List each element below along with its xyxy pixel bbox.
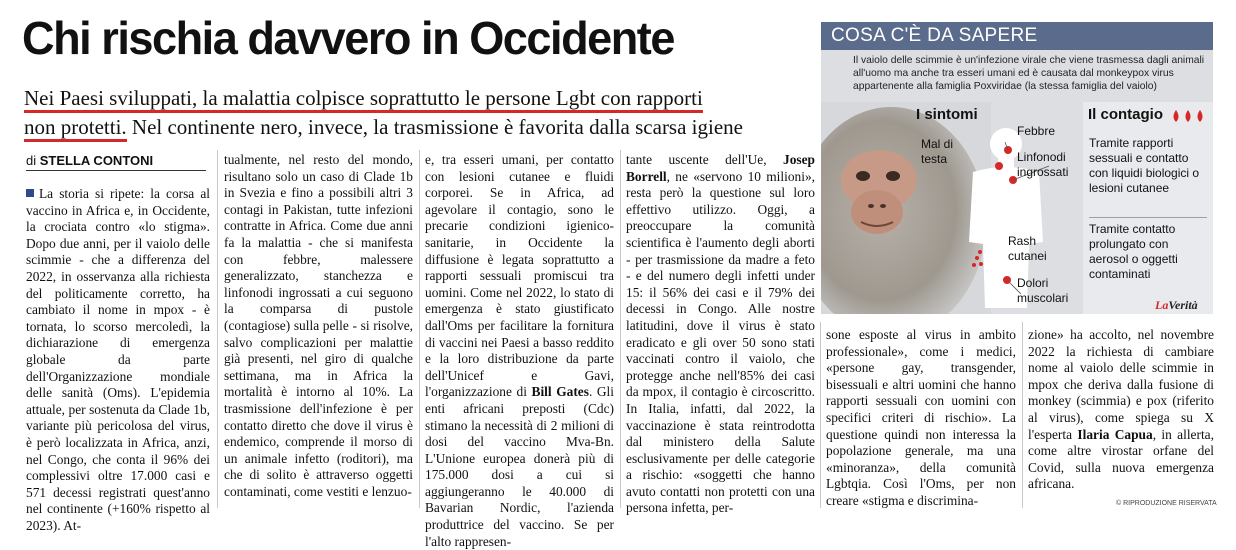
headline: Chi rischia davvero in Occidente <box>22 12 674 64</box>
article-column-6 <box>1028 327 1214 493</box>
column-divider <box>1022 322 1023 508</box>
column-2-text: tualmente, nel resto del mondo, risultano solo un caso di Clade 1b in Svezia e fino a possibili altri 3 contagi in Pakistan, tutte infezioni contratte in Africa. Come due anni fa la malattia - che si manifesta con febbre, malessere generalizzato, stanchezza e linfonodi ingrossati a cui seguono la comparsa di pustole (contagiose) sulla pelle - si risolve, salvo complicazioni per malattie già presenti, nel giro di qualche settimana, ma in Africa la mortalità è intorno al 10%. La trasmissione dell'infezione è per contatto diretto che dove il virus è endemico, comprende il morso di un animale infetto (roditori), ma che di solito è attraverso oggetti contaminati, come vestiti e lenzuo- <box>224 152 413 499</box>
column-4-bold: Josep Borrell <box>626 152 815 184</box>
article-column-5 <box>826 327 1016 510</box>
column-3-text-a: e, tra esseri umani, per contatto con lesioni cutanee e fluidi corporei. Se in Africa, ad agevolare il contagio, sono le precarie condizioni igienico-sanitarie, in Occidente la diffusione è legata soprattutto a rapporti sessuali promiscui tra uomini. Come nel 2022, lo stato di emergenza è stato giustificato dall'Oms per facilitare la fornitura di vaccini nei Paesi a basso reddito e la loro distribuzione da parte dell'Unicef e Gavi, l'organizzazione di <box>425 152 614 400</box>
article-column-1 <box>26 186 210 534</box>
contagio-1: Tramite rapporti sessuali e contatto con liquidi biologici o lesioni cutanee <box>1089 136 1200 195</box>
byline-rule <box>26 170 206 171</box>
column-3-bold: Bill Gates <box>531 384 589 400</box>
infobox-intro: Il vaiolo delle scimmie è un'infezione virale che viene trasmessa dagli animali all'uomo ma anche tra esseri umani ed è causata dal monkeypox virus appartenente alla famiglia Poxviridae (la stessa famiglia del vaiolo) <box>853 55 1205 92</box>
brand-logo: LaVerità <box>1155 298 1198 312</box>
byline-prefix: di <box>26 153 37 168</box>
column-4-text-b: , ne «servono 10 milioni», resta però la questione sul loro effettivo utilizzo. Oggi, a preoccupare la comunità scientifica è l'aumento degli aborti - per trasmissione da madre a feto - e del numero degli infetti under 15: il 56% dei casi e il 79% dei decessi in Congo. Alle nostre latitudini, dove il virus è stato eradicato e gli over 50 sono stati vaccinati contro il vaiolo, che protegge anche nell'85% dei casi da mpox, il contagio è circoscritto. In Italia, infatti, dal 2022, la vaccinazione è stata reintrodotta dal ministero della Salute esclusivamente per delle categorie a rischio: «soggetti che hanno avuto contatti non protetti con una persona infetta, per- <box>626 168 815 516</box>
sintomo-rash: Rash cutanei <box>1008 234 1047 263</box>
infobox <box>821 22 1213 314</box>
blood-drops-icon <box>1170 108 1210 124</box>
column-divider <box>620 150 621 508</box>
contagio-panel <box>1083 102 1213 314</box>
column-6-text-a: zione» ha accolto, nel novembre 2022 la richiesta di cambiare nome al vaiolo delle scimmie in mpox che deriva dalla fusione di monkey (scimmia) e pox (riferito al virus), come spiega su X l'esperta <box>1028 327 1214 442</box>
bullet-square-icon <box>26 189 34 197</box>
sintomo-linfonodi: Linfonodi ingrossati <box>1017 150 1069 179</box>
column-divider <box>820 322 821 508</box>
column-divider <box>419 150 420 508</box>
article-column-2 <box>224 152 413 500</box>
column-3-text-b: . Gli enti africani preposti (Cdc) stimano la necessità di 2 milioni di dosi del vaccino Mva-Bn. L'Unione europea donerà più di 175.000 dosi a cui si aggiungeranno le 40.000 di Bavarian Nordic, l'azienda produttrice del vaccino. Se per l'alto rappresen- <box>425 384 615 549</box>
subhead-line-2 <box>24 113 824 142</box>
column-5-text: sone esposte al virus in ambito professionale», come i medici, «persone gay, transgender, bisessuali e altri uomini che hanno rapporti sessuali con uomini con specifici criteri di rischio». La questione quindi non interessa la popolazione generale, ma una «minoranza», della comunità Lgbtqia. Così l'Oms, per non creare «stigma e discrimina- <box>826 327 1016 508</box>
article-column-3 <box>425 152 614 550</box>
subhead-line-1 <box>24 84 824 113</box>
subhead <box>24 84 824 142</box>
column-divider <box>217 150 218 508</box>
sintomo-febbre: Febbre <box>1017 124 1056 138</box>
article-column-4 <box>626 152 815 517</box>
sintomo-dolori: Dolori muscolari <box>1017 276 1069 305</box>
column-6-bold: Ilaria Capua <box>1077 426 1153 442</box>
byline <box>26 153 153 168</box>
contagio-2: Tramite contatto prolungato con aerosol o oggetti contaminati <box>1089 222 1178 281</box>
column-1-text: La storia si ripete: la corsa al vaccino in Africa e, in Occidente, la crociata contro «lo stigma». Dopo due anni, per il vaiolo delle scimmie - che a differenza del 2022, in osservanza alla richiesta del politicamente corretto, ha cambiato il nome in mpox - è tornata, lo scorso mercoledì, la dichiarazione di emergenza globale da parte dell'Organizzazione mondiale delle sanità (Oms). L'epidemia attuale, per sostenuta da Clade 1b, variante più pericolosa del virus, è però localizzata in Africa, anzi, nel Congo, che conta il 96% dei complessivi oltre 17.000 casi e 571 decessi registrati quest'anno nel continente (+160% rispetto al 2023). At- <box>26 186 210 533</box>
sintomo-mal-di-testa: Mal di testa <box>921 137 954 166</box>
byline-author: STELLA CONTONI <box>39 153 154 168</box>
subhead-rest: Nel continente nero, invece, la trasmissione è favorita dalla scarsa igiene <box>126 115 743 139</box>
column-4-text-a: tante uscente dell'Ue, <box>626 152 783 167</box>
contagio-heading: Il contagio <box>1088 106 1163 123</box>
subhead-underlined-1: Nei Paesi sviluppati, la malattia colpisce soprattutto le persone Lgbt con rapporti <box>24 86 703 113</box>
subhead-underlined-2: non protetti. <box>24 115 127 142</box>
sintomi-heading: I sintomi <box>916 106 978 123</box>
copyright-notice: © RIPRODUZIONE RISERVATA <box>1116 500 1217 507</box>
column-6-text-b: , in allerta, come altre virostar orfane del Covid, sulla nuova emergenza africana. <box>1028 426 1214 492</box>
infobox-title: COSA C'È DA SAPERE <box>831 25 1038 46</box>
contagio-divider <box>1089 217 1207 218</box>
